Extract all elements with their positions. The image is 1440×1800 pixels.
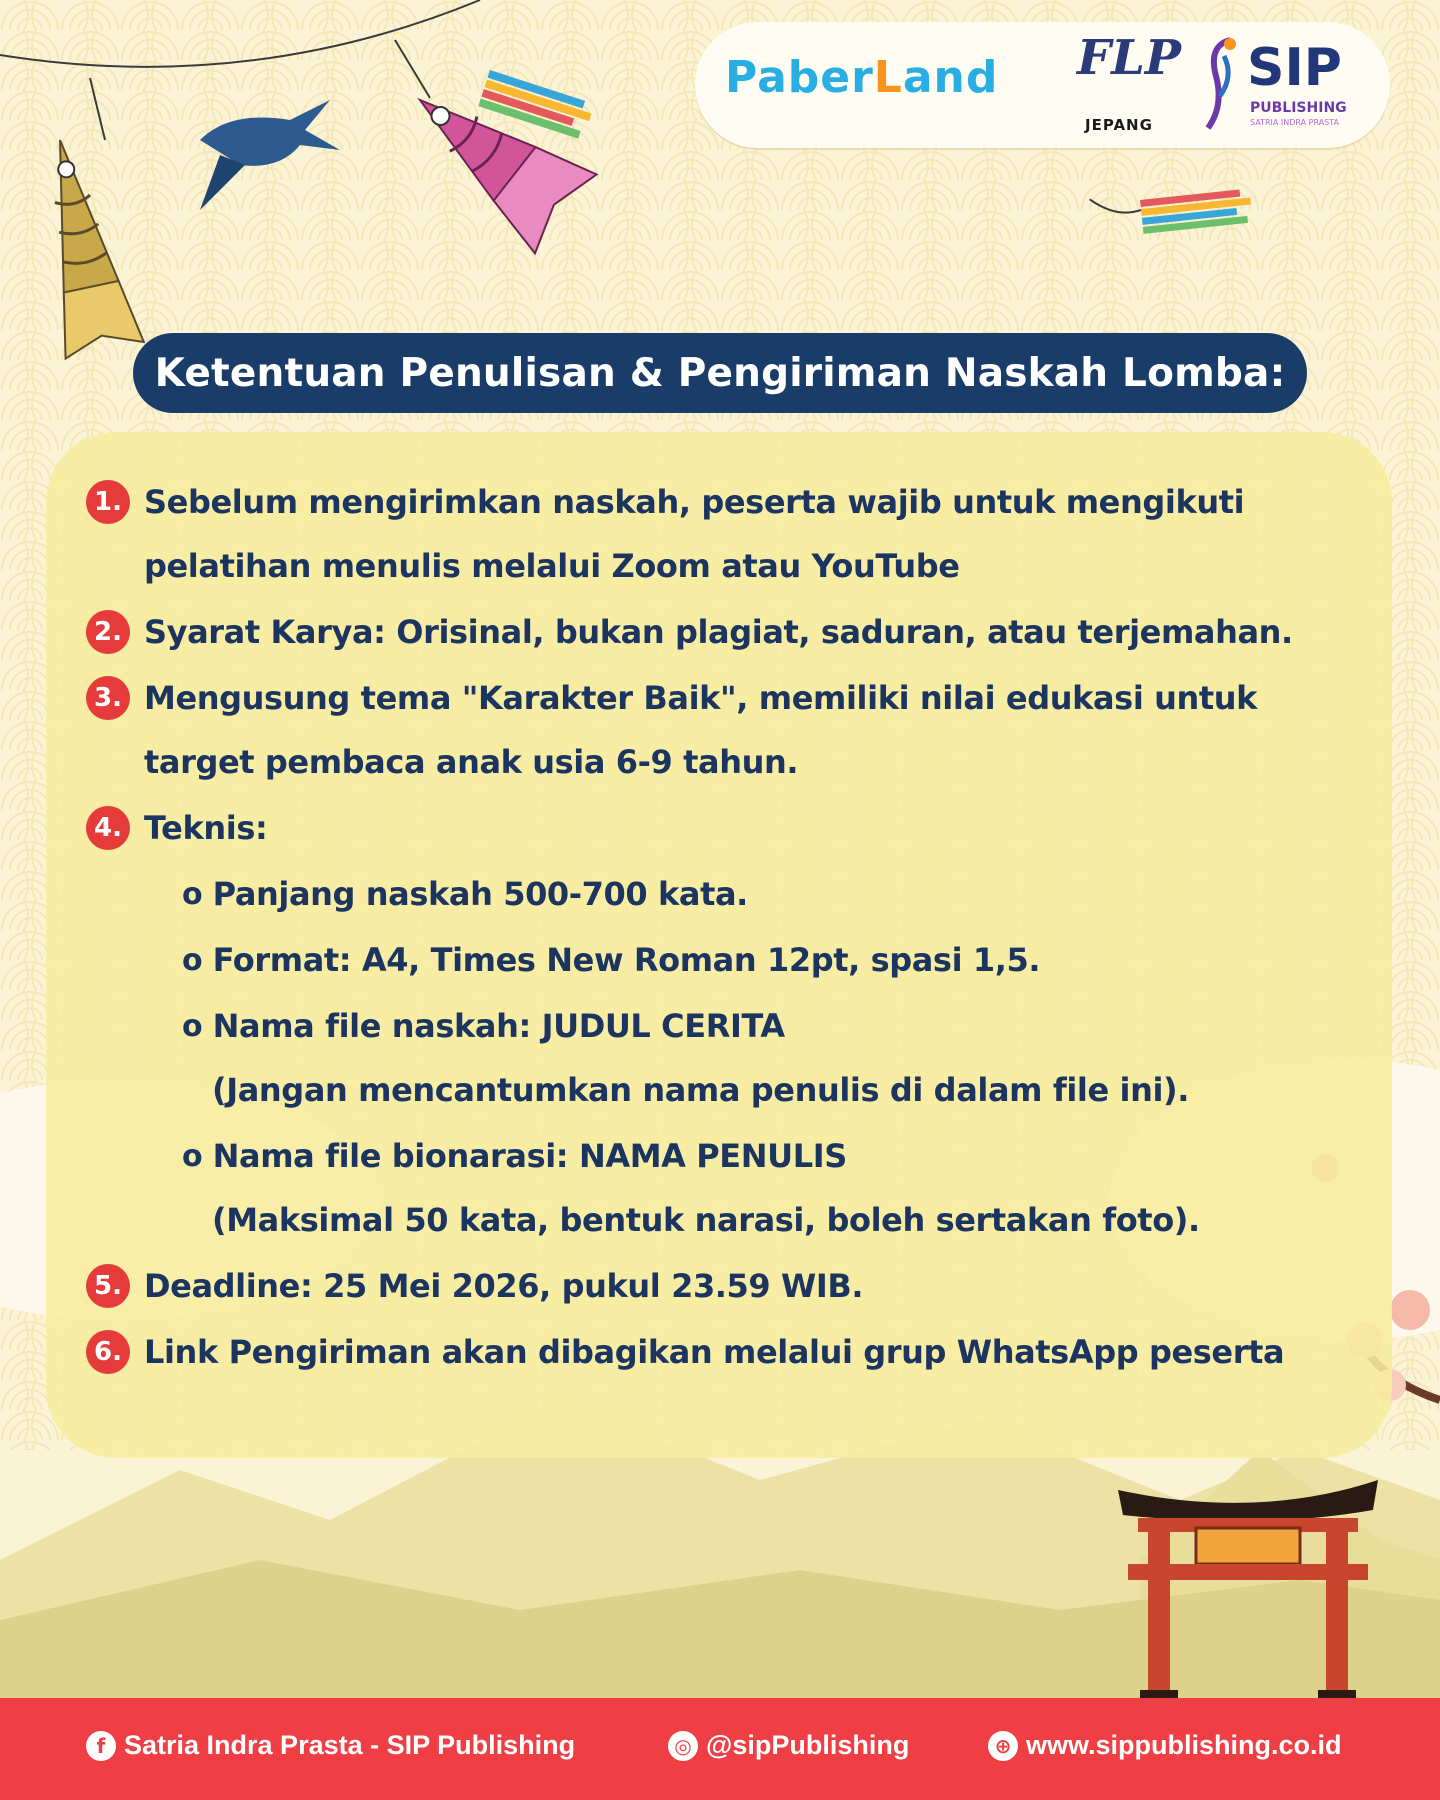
technical-item-2: [182, 930, 1040, 990]
technical-note: (Maksimal 50 kata, bentuk narasi, boleh sertakan foto).: [212, 1201, 1200, 1239]
bullet-icon: o: [182, 1008, 203, 1044]
rule-item-5: [86, 1256, 863, 1316]
rule-number-badge: 5.: [86, 1264, 130, 1308]
rules-card: [46, 432, 1392, 1458]
technical-item-4: [182, 1126, 847, 1186]
instagram-icon: ◎: [668, 1731, 698, 1761]
paberland-logo-suffix: and: [902, 52, 999, 103]
technical-item-3: [182, 996, 785, 1056]
technical-note: (Jangan mencantumkan nama penulis di dalam file ini).: [212, 1071, 1190, 1109]
sip-logo: [1202, 36, 1362, 136]
page-title: Ketentuan Penulisan & Pengiriman Naskah Lomba:: [154, 350, 1286, 396]
technical-text: Format: A4, Times New Roman 12pt, spasi 1,5.: [212, 941, 1041, 979]
rule-text: pelatihan menulis melalui Zoom atau YouTube: [144, 547, 960, 585]
flp-logo-subtitle: JEPANG: [1085, 116, 1153, 134]
bullet-icon: o: [182, 1138, 203, 1174]
rule-text: Teknis:: [144, 809, 268, 847]
rule-item-1-continued: [144, 536, 960, 596]
sip-logo-subtitle: PUBLISHING: [1250, 100, 1347, 116]
rule-item-4: [86, 798, 267, 858]
technical-item-4-note: [212, 1190, 1200, 1250]
technical-text: Nama file bionarasi: NAMA PENULIS: [212, 1137, 847, 1175]
rule-text: Mengusung tema "Karakter Baik", memiliki nilai edukasi untuk: [144, 679, 1258, 717]
footer-instagram-text: @sipPublishing: [706, 1730, 910, 1760]
rule-text: target pembaca anak usia 6-9 tahun.: [144, 743, 799, 781]
rule-text: Sebelum mengirimkan naskah, peserta wajib untuk mengikuti: [144, 483, 1245, 521]
technical-text: Panjang naskah 500-700 kata.: [212, 875, 748, 913]
rule-text: Link Pengiriman akan dibagikan melalui grup WhatsApp peserta: [144, 1333, 1285, 1371]
rule-item-1: [86, 472, 1244, 532]
rule-item-3: [86, 668, 1257, 728]
paberland-logo-accent: L: [873, 52, 903, 103]
paberland-logo-prefix: Paber: [725, 52, 874, 103]
rule-item-3-continued: [144, 732, 798, 792]
flp-logo: [1077, 30, 1187, 140]
sip-logo-mark-icon: [1202, 36, 1242, 132]
footer-bar: [0, 1698, 1440, 1800]
footer-website-text: www.sippublishing.co.id: [1026, 1730, 1342, 1760]
rule-item-2: [86, 602, 1293, 662]
rule-text: Deadline: 25 Mei 2026, pukul 23.59 WIB.: [144, 1267, 864, 1305]
rule-number-badge: 2.: [86, 610, 130, 654]
sip-logo-tagline: SATRIA INDRA PRASTA: [1250, 118, 1339, 127]
bullet-icon: o: [182, 876, 203, 912]
footer-instagram-link[interactable]: [668, 1730, 909, 1761]
facebook-icon: f: [86, 1731, 116, 1761]
footer-facebook-text: Satria Indra Prasta - SIP Publishing: [124, 1730, 576, 1760]
bullet-icon: o: [182, 942, 203, 978]
footer-facebook-link[interactable]: [86, 1730, 575, 1761]
sip-logo-text: SIP: [1247, 38, 1342, 98]
flp-logo-text: FLP: [1077, 30, 1181, 86]
globe-icon: ⊕: [988, 1731, 1018, 1761]
technical-text: Nama file naskah: JUDUL CERITA: [212, 1007, 785, 1045]
rule-number-badge: 3.: [86, 676, 130, 720]
rule-number-badge: 4.: [86, 806, 130, 850]
rule-item-6: [86, 1322, 1284, 1382]
logo-bar: [695, 22, 1390, 148]
rules-list: [46, 432, 1392, 1458]
rule-number-badge: 1.: [86, 480, 130, 524]
title-banner: [133, 333, 1307, 413]
rule-text: Syarat Karya: Orisinal, bukan plagiat, saduran, atau terjemahan.: [144, 613, 1293, 651]
footer-website-link[interactable]: [988, 1730, 1342, 1761]
paberland-logo: [725, 52, 998, 103]
technical-item-3-note: [212, 1060, 1189, 1120]
rule-number-badge: 6.: [86, 1330, 130, 1374]
technical-item-1: [182, 864, 748, 924]
